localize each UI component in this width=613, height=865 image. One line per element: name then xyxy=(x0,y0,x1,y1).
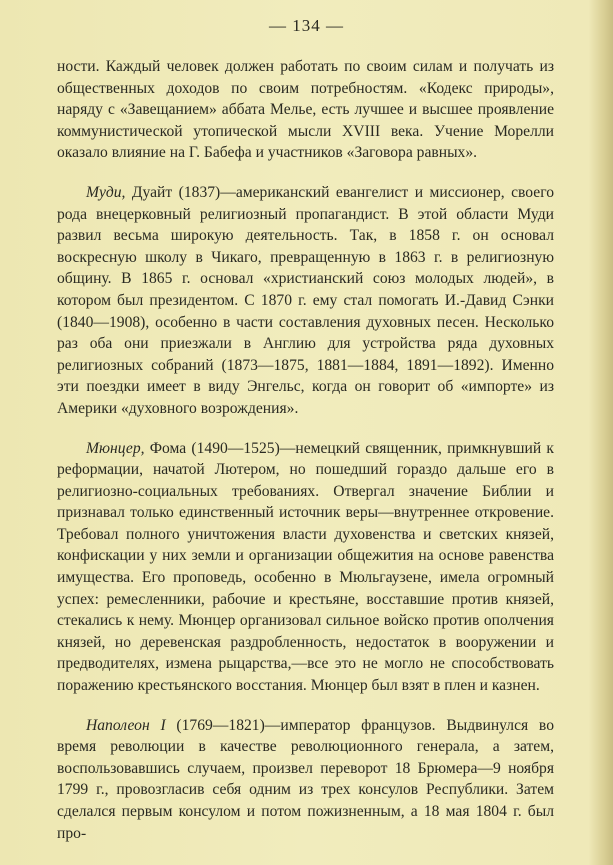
entry-moody xyxy=(57,182,554,420)
entry-napoleon xyxy=(57,715,554,845)
entry-text: (1769—1821)—император французов. Выдвинулся во время революции в качестве революционного генерала, а затем, воспользовавшись случаем, произвел переворот 18 Брюмера—9 ноября 1799 г., провозгласив себя одним из трех консулов Республики. Затем сделался первым консулом и потом пожизненным, а 18 мая 1804 г. был про- xyxy=(57,716,554,842)
continuation-paragraph: ности. Каждый человек должен работать по своим силам и получать из общественных доходов по своим потребностям. «Кодекс природы», наряду с «Завещанием» аббата Мелье, есть лучшее и высшее проявление коммунистической утопической мысли XVIII века. Учение Морелли оказало влияние на Г. Бабефа и участников «Заговора равных». xyxy=(57,58,554,162)
page-number: — 134 — xyxy=(269,16,344,35)
entry-muntzer xyxy=(57,438,554,697)
entry-text: Фома (1490—1525)—немецкий священник, примкнувший к реформации, начатой Лютером, но пошедший гораздо дальше его в религиозно-социальных требованиях. Отвергал значение Библии и признавал только единственный источник веры—внутреннее откровение. Требовал полного уничтожения власти духовенства и светских князей, конфискации у них земли и организации общежития на основе равенства имущества. Его проповедь, особенно в Мюльгаузене, имела огромный успех: ремесленники, рабочие и крестьяне, восставшие против князей, стекались к нему. Мюнцер организовал сильное войско против ополчения князей, но деревенская раздробленность, недостаток в вооружении и предводителях, измена рыцарства,—все это не могло не способствовать поражению крестьянского восстания. Мюнцер был взят в плен и казнен. xyxy=(57,439,554,695)
entry-text: Дуайт (1837)—американский евангелист и миссионер, своего рода внецерковный религиозный пропагандист. В этой области Муди развил весьма широкую деятельность. Так, в 1858 г. он основал воскресную школу в Чикаго, превращенную в 1863 г. в религиозную общину. В 1865 г. основал «христианский союз молодых людей», в котором был президентом. С 1870 г. ему стал помогать И.-Давид Сэнки (1840—1908), особенно в части составления духовных песен. Несколько раз оба они приезжали в Англию для устройства ряда духовных религиозных собраний (1873—1875, 1881—1884, 1891—1892). Именно эти поездки имеет в виду Энгельс, когда он говорит об «импорте» из Америки «духовного возрождения». xyxy=(57,183,554,417)
entry-name: Наполеон I xyxy=(86,716,166,734)
page-body xyxy=(57,56,554,844)
entry-name: Мюнцер, xyxy=(86,439,145,457)
entry-name: Муди, xyxy=(86,183,126,201)
